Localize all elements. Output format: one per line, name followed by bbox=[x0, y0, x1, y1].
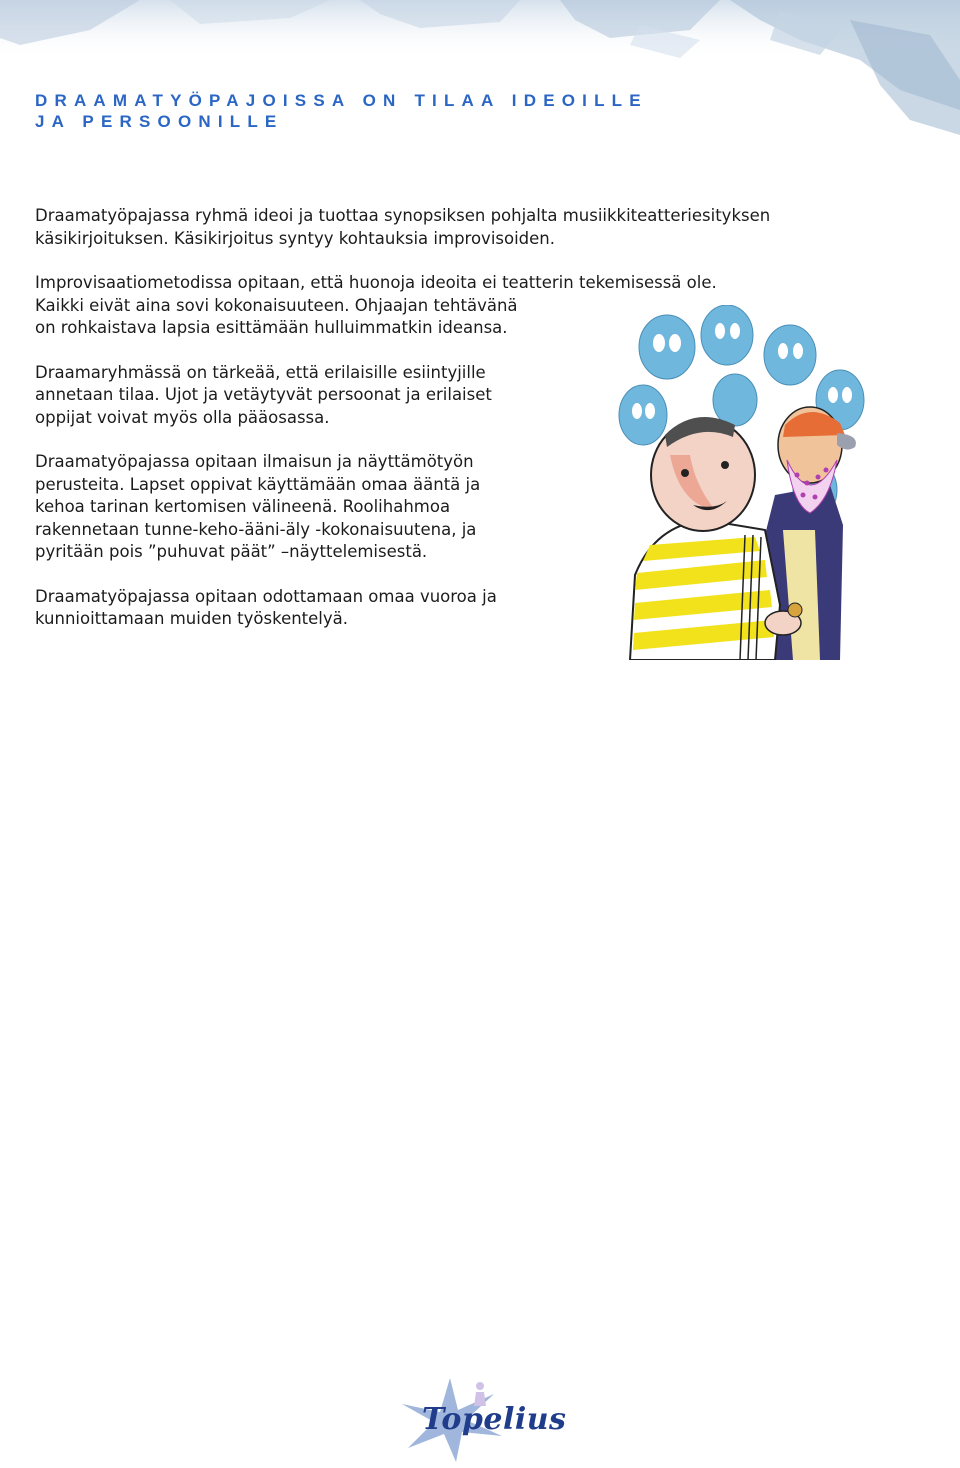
text-line: Kaikki eivät aina sovi kokonaisuuteen. Ohjaajan tehtävänä bbox=[35, 295, 518, 315]
body-text bbox=[35, 205, 771, 653]
page-title-line-1: DRAAMATYÖPAJOISSA ON TILAA IDEOILLE bbox=[35, 91, 648, 110]
logo-wordmark: Topelius bbox=[422, 1402, 567, 1437]
page-title-line-2: JA PERSOONILLE bbox=[35, 112, 284, 131]
text-line: Draamatyöpajassa opitaan odottamaan omaa vuoroa ja bbox=[35, 586, 497, 606]
paragraph-workshop-intro bbox=[35, 205, 771, 250]
paragraph-taking-turns bbox=[35, 586, 635, 631]
paragraph-expression-basics bbox=[35, 451, 635, 564]
text-line: on rohkaistava lapsia esittämään hulluimmatkin ideansa. bbox=[35, 318, 508, 337]
page-title bbox=[35, 90, 648, 132]
text-line: Draamaryhmässä on tärkeää, että erilaisille esiintyjille bbox=[35, 362, 486, 382]
topelius-logo bbox=[398, 1376, 567, 1464]
text-line: rakennetaan tunne-keho-ääni-äly -kokonaisuutena, ja bbox=[35, 519, 477, 539]
paragraph-drama-group bbox=[35, 362, 635, 430]
paragraph-improvisation bbox=[35, 272, 717, 340]
children-with-masks-illustration bbox=[615, 305, 890, 660]
text-line: kehoa tarinan kertomisen välineenä. Roolihahmoa bbox=[35, 497, 451, 516]
text-line: Improvisaatiometodissa opitaan, että huonoja ideoita ei teatterin tekemisessä ole. bbox=[35, 273, 717, 292]
text-line: annetaan tilaa. Ujot ja vetäytyvät persoonat ja erilaiset bbox=[35, 385, 492, 404]
text-line: kunnioittamaan muiden työskentelyä. bbox=[35, 609, 349, 628]
text-line: käsikirjoituksen. Käsikirjoitus syntyy kohtauksia improvisoiden. bbox=[35, 228, 556, 248]
text-line: Draamatyöpajassa opitaan ilmaisun ja näyttämötyön bbox=[35, 452, 474, 471]
text-line: perusteita. Lapset oppivat käyttämään omaa ääntä ja bbox=[35, 474, 481, 494]
text-line: pyritään pois ”puhuvat päät” –näyttelemisestä. bbox=[35, 542, 428, 561]
text-line: Draamatyöpajassa ryhmä ideoi ja tuottaa synopsiksen pohjalta musiikkiteatteriesityksen bbox=[35, 206, 771, 225]
text-line: oppijat voivat myös olla pääosassa. bbox=[35, 407, 330, 427]
